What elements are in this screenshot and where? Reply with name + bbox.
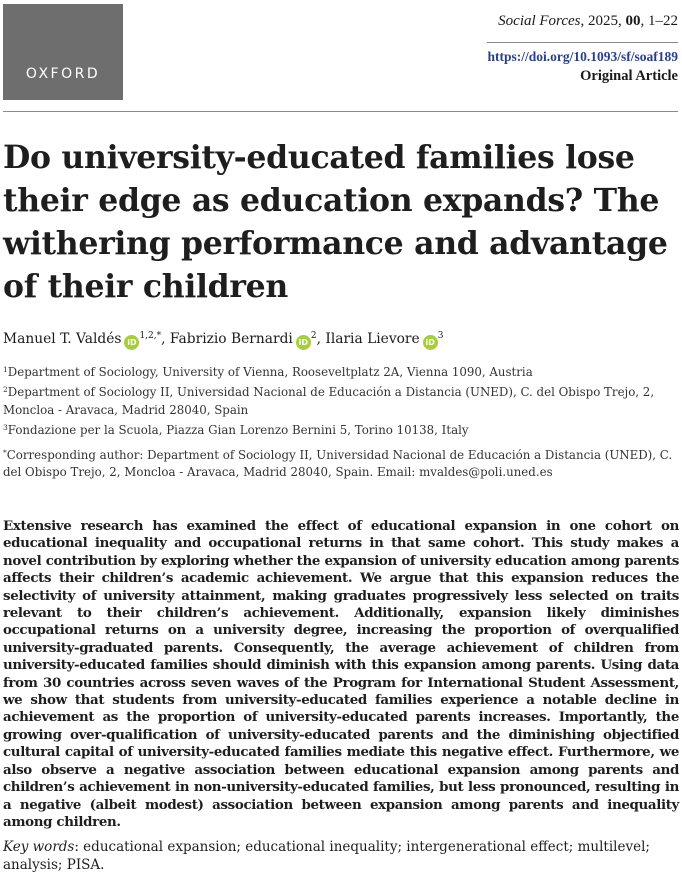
author-affiliation-sup: 2 (310, 331, 317, 341)
journal-info (453, 12, 678, 86)
logo-text: OXFORD (25, 66, 101, 82)
author-affiliation-sup: 3 (437, 331, 444, 341)
article-type: Original Article (580, 68, 678, 84)
author-name: Manuel T. Valdés (3, 331, 122, 347)
author-name: Ilaria Lievore (325, 331, 420, 347)
oxford-logo (3, 4, 123, 100)
journal-name: Social Forces (498, 13, 581, 29)
author-name: Fabrizio Bernardi (169, 331, 293, 347)
orcid-icon[interactable]: iD (423, 335, 438, 350)
keywords (3, 838, 679, 874)
author-list: Manuel T. Valdés $iD^{1,2,*}$, Fabrizio Bernardi $iD^2$, Ilaria Lievore $iD^3$ (3, 326, 443, 350)
doi-link[interactable]: https://doi.org/10.1093/sf/soaf189 (487, 49, 678, 64)
orcid-icon[interactable]: iD (296, 335, 311, 350)
journal-volume: 00 (625, 13, 641, 29)
header-divider (3, 111, 678, 112)
article-title: Do university-educated families lose their edge as education expands? The withering performance and advantage of their children (3, 139, 668, 305)
affiliation-item: $^3$Fondazione per la Scuola, Piazza Gian Lorenzo Bernini 5, Torino 10138, Italy (3, 422, 469, 437)
orcid-icon[interactable]: iD (124, 335, 139, 350)
corresponding-author: *Corresponding author: Department of Sociology II, Universidad Nacional de Educación a Distancia (UNED), C. del Obispo Trejo, 2, Moncloa - Aravaca, Madrid 28040, Spain. Email: mvaldes@poli.uned.es (3, 448, 673, 480)
keywords-label: Key words (3, 839, 75, 855)
affiliations (3, 361, 679, 482)
journal-citation: Social Forces, 2025, 00, 1–22 (498, 13, 678, 29)
abstract: Extensive research has examined the effect of educational expansion in one cohort on educational inequality and occupational returns in that same cohort. This study makes a novel contribution by exploring whether the expansion of university education among parents affects their children’s academic achievement. We argue that this expansion reduces the selectivity of university attainment, making graduates progressively less selected on traits relevant to their children’s achievement. Additionally, expansion likely diminishes occupational returns on a university degree, increasing the proportion of overqualified university-graduated parents. Consequently, the average achievement of children from university-educated families should diminish with this expansion among parents. Using data from 30 countries across seven waves of the Program for International Student Assessment, we show that students from university-educated families experience a notable decline in achievement as the proportion of university-educated parents increases. Importantly, the growing over-qualification of university-educated parents and the diminishing objectified cultural capital of university-educated families mediate this negative effect. Furthermore, we also observe a negative association between educational expansion among parents and children’s achievement in non-university-educated families, but less pronounced, resulting in a negative (albeit modest) association between expansion among parents and inequality among children. (3, 518, 679, 830)
doi-line (487, 42, 678, 67)
affiliation-item: $^1$Department of Sociology, University of Vienna, Rooseveltplatz 2A, Vienna 1090, Austria (3, 365, 533, 379)
affiliation-item: $^2$Department of Sociology II, Universidad Nacional de Educación a Distancia (UNED), C. del Obispo Trejo, 2, Moncloa - Aravaca, Madrid 28040, Spain (3, 385, 655, 417)
author-affiliation-sup: 1,2,* (139, 331, 162, 341)
keywords-text: : educational expansion; educational inequality; intergenerational effect; multilevel; analysis; PISA. (3, 839, 650, 873)
